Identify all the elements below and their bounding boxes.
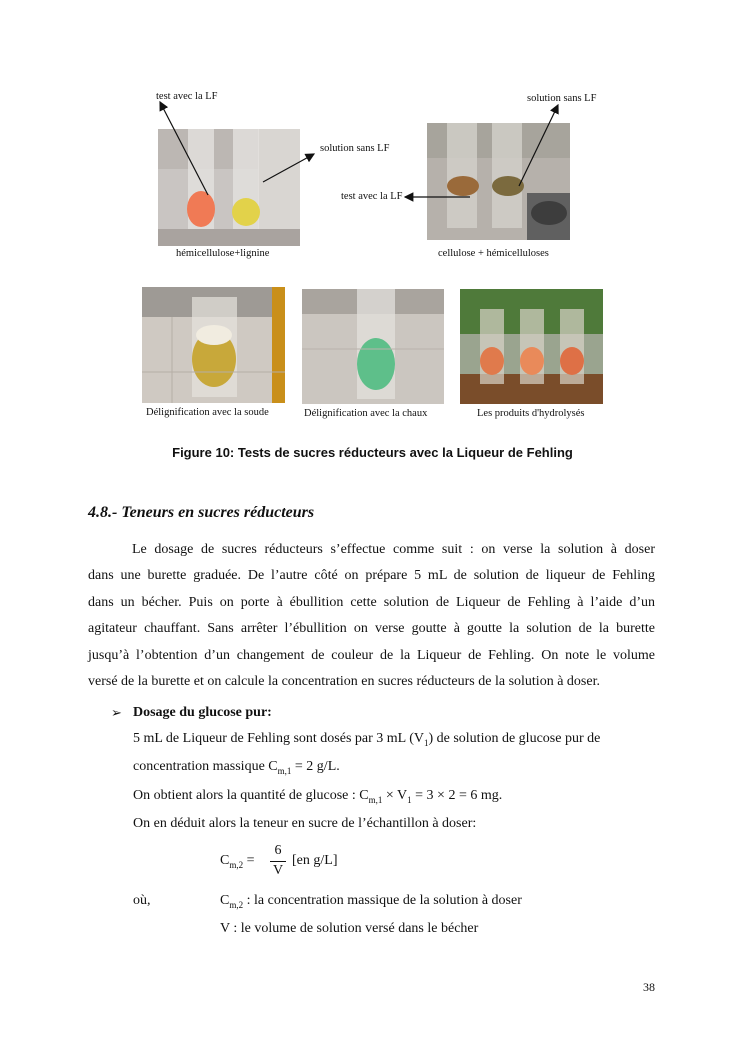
paragraph-line: jusqu’à l’obtention d’un changement de couleur de la Liqueur de Fehling. On note le volume	[88, 647, 655, 663]
paragraph-line: dans un bécher. Puis on porte à ébullition cette solution de Liqueur de Fehling à l’aide d’un	[88, 594, 655, 610]
fraction-bar	[270, 861, 286, 862]
label-solution-sans-lf-left: solution sans LF	[320, 143, 390, 154]
figure-title: Figure 10: Tests de sucres réducteurs avec la Liqueur de Fehling	[172, 445, 573, 460]
bullet-line-2-text: concentration massique C	[133, 759, 278, 774]
subscript: m,2	[229, 899, 244, 910]
photo-delignification-soude	[142, 287, 285, 403]
formula-equals: =	[243, 853, 255, 868]
caption-hemicellulose-lignine: hémicellulose+lignine	[176, 248, 270, 259]
photo-delignification-chaux	[302, 289, 444, 404]
bullet-title: Dosage du glucose pur:	[133, 705, 272, 720]
bullet-line-4: On en déduit alors la teneur en sucre de l’échantillon à doser:	[133, 816, 477, 831]
formula-lhs-symbol: C	[220, 853, 230, 868]
where-def-1-text: : la concentration massique de la solution à doser	[243, 893, 522, 908]
bullet-line-3	[133, 788, 502, 805]
label-test-lf-left: test avec la LF	[156, 91, 218, 102]
label-solution-sans-lf-right: solution sans LF	[527, 93, 597, 104]
caption-produits-hydrolyses: Les produits d'hydrolysés	[477, 408, 585, 419]
subscript: 1	[423, 737, 429, 748]
paragraph-line: versé de la burette et on calcule la concentration en sucres réducteurs de la solution à doser.	[88, 673, 600, 689]
subscript: m,2	[229, 859, 244, 870]
formula-lhs	[220, 853, 255, 870]
bullet-line-1-text: 5 mL de Liqueur de Fehling sont dosés par 3 mL (V	[133, 731, 424, 746]
where-def-2: V : le volume de solution versé dans le bécher	[220, 921, 479, 936]
formula-numerator: 6	[274, 843, 282, 858]
subscript: m,1	[277, 765, 292, 776]
section-heading: 4.8.- Teneurs en sucres réducteurs	[88, 504, 315, 521]
paragraph-line: Le dosage de sucres réducteurs s’effectue comme suit : on verse la solution à doser	[132, 542, 655, 557]
bullet-line-1	[133, 731, 655, 748]
paragraph-line: agitateur chauffant. Sans arrêter l’ébullition on verse goutte à goutte la solution de la burette	[88, 621, 655, 637]
where-def-1	[220, 893, 522, 910]
photo-produits-hydrolyses	[460, 289, 603, 404]
subscript: 1	[407, 794, 412, 805]
caption-cellulose-hemicelluloses: cellulose + hémicelluloses	[438, 248, 549, 259]
bullet-line-3-end: = 3 × 2 = 6 mg.	[411, 788, 503, 803]
where-def-1-symbol: C	[220, 893, 230, 908]
paragraph-line: dans une burette graduée. De l’autre côté on prépare 5 mL de solution de liqueur de Fehling	[88, 568, 655, 584]
subscript: m,1	[368, 794, 383, 805]
section-paragraph	[88, 537, 655, 695]
caption-delignification-chaux: Délignification avec la chaux	[304, 408, 428, 419]
formula-unit: [en g/L]	[292, 853, 338, 868]
bullet-line-3-text: On obtient alors la quantité de glucose : C	[133, 788, 369, 803]
caption-delignification-soude: Délignification avec la soude	[146, 407, 269, 418]
formula-denominator: V	[272, 863, 284, 878]
label-test-lf-right: test avec la LF	[341, 191, 403, 202]
bullet-line-3-mid: × V	[382, 788, 408, 803]
bullet-line-1-end: ) de solution de glucose pur de	[428, 731, 601, 746]
where-word: où,	[133, 893, 151, 908]
bullet-arrow-icon: ➢	[111, 705, 122, 720]
bullet-line-2	[133, 759, 340, 776]
page-number: 38	[643, 980, 655, 994]
bullet-line-2-end: = 2 g/L.	[291, 759, 340, 774]
